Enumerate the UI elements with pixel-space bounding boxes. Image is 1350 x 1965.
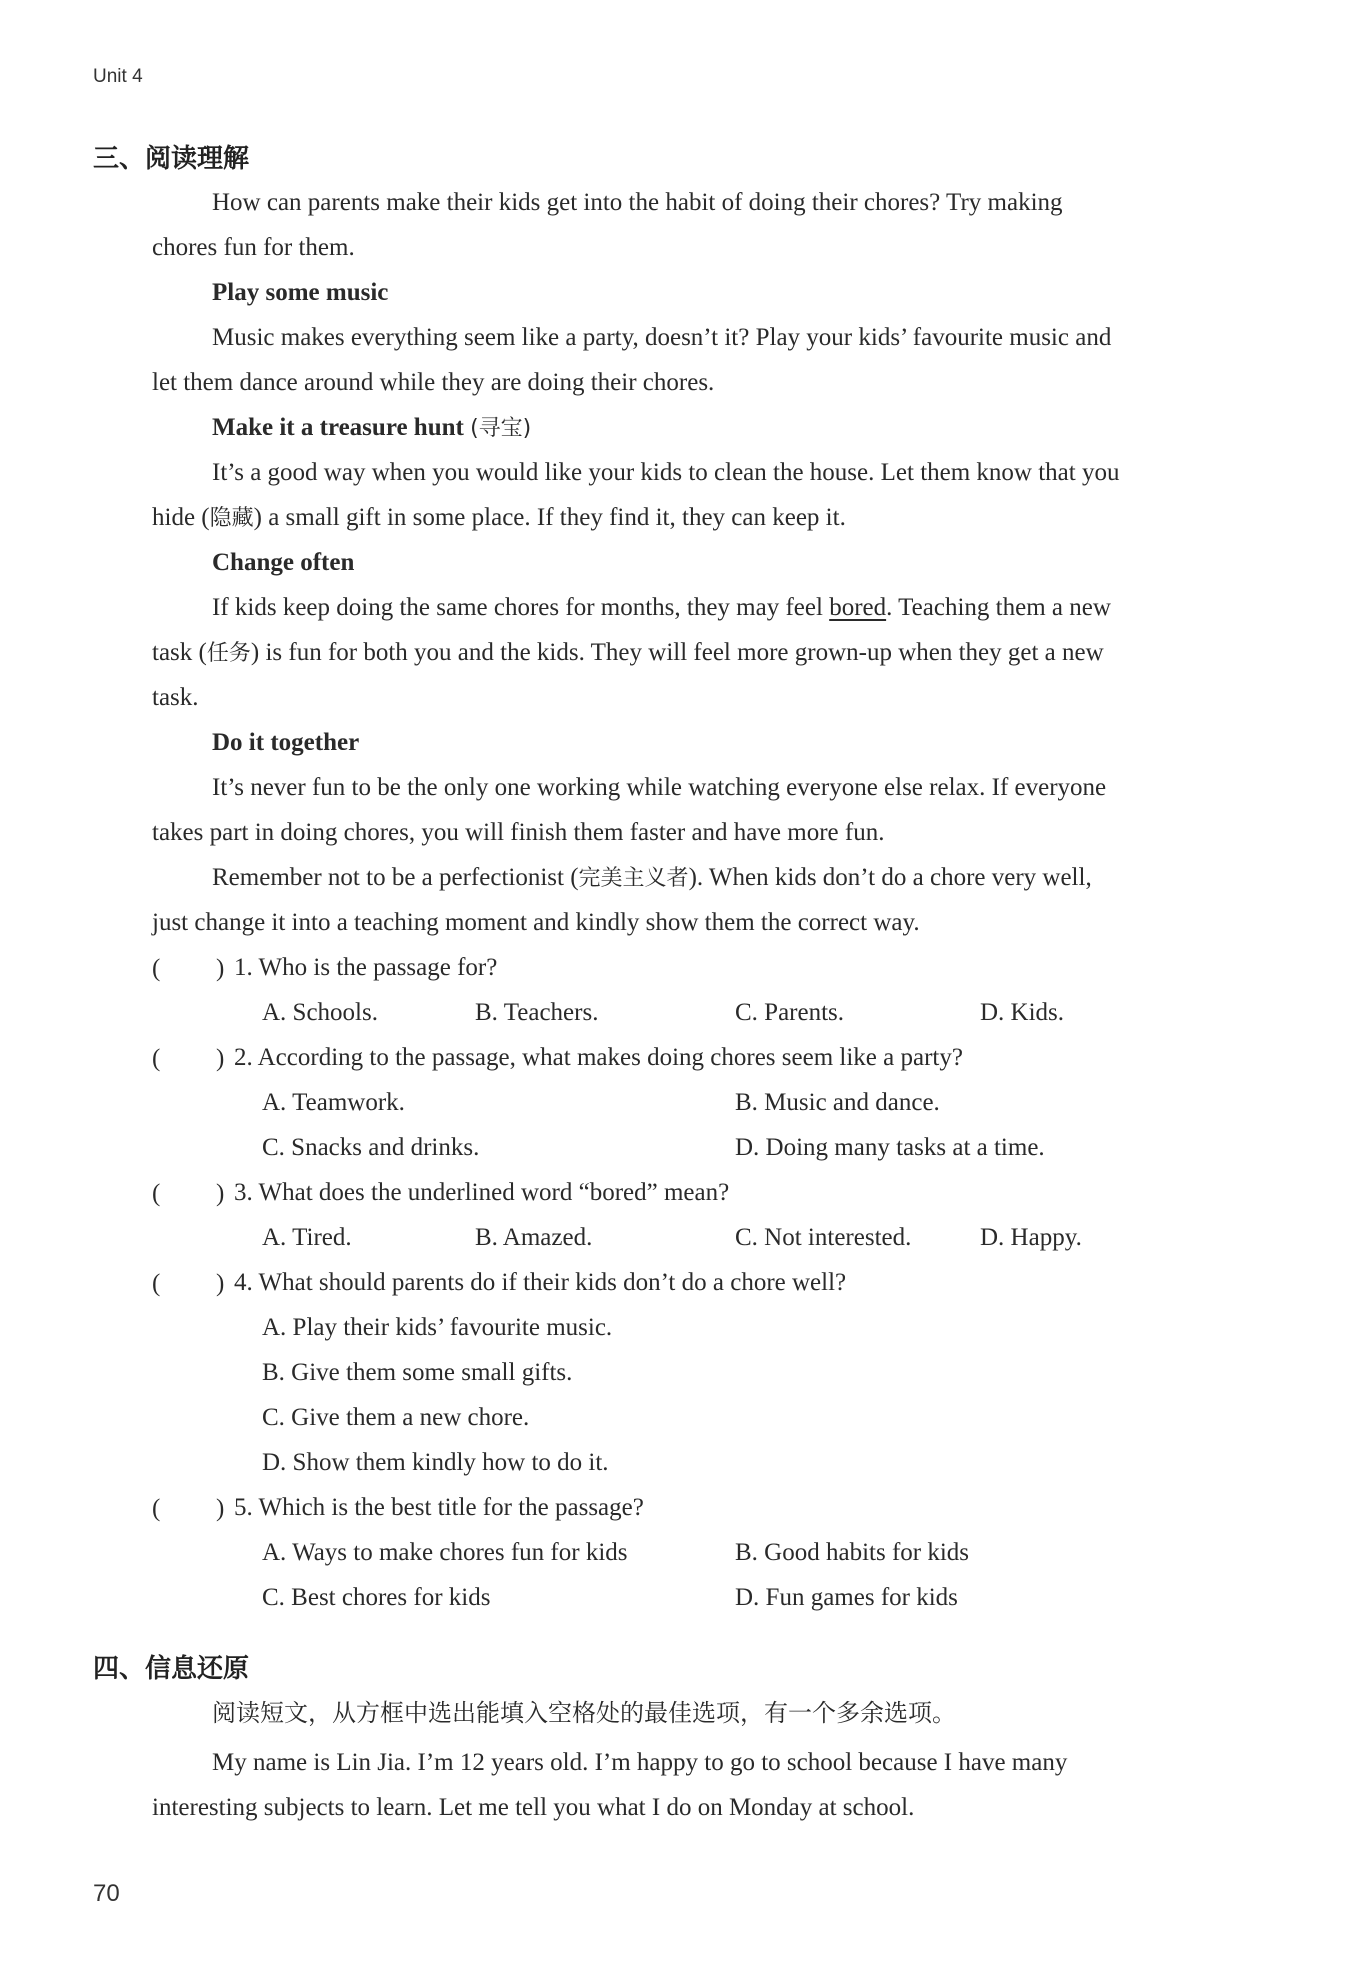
q3-option-c: C. Not interested. xyxy=(735,1224,912,1251)
q1-paren-close: ) xyxy=(216,955,225,982)
q3-option-d: D. Happy. xyxy=(980,1224,1082,1251)
q2-stem: 2. According to the passage, what makes doing chores seem like a party? xyxy=(234,1044,963,1071)
tip-3-line-1-post: . Teaching them a new xyxy=(886,594,1111,621)
q3-paren-close: ) xyxy=(216,1180,225,1207)
tip-3-line-2-pre: task ( xyxy=(152,639,207,666)
q2-paren-close: ) xyxy=(216,1045,225,1072)
q5-paren-open: ( xyxy=(152,1495,161,1522)
tip-4-heading: Do it together xyxy=(212,729,360,756)
tip-3-line-3: task. xyxy=(152,684,199,711)
tip-3-line-2-post: ) is fun for both you and the kids. They will feel more grown-up when they get a new xyxy=(250,639,1104,666)
tip-1-line-2: let them dance around while they are doing their chores. xyxy=(152,369,715,396)
q5-option-d: D. Fun games for kids xyxy=(735,1584,958,1611)
q4-paren-close: ) xyxy=(216,1270,225,1297)
q1-option-d: D. Kids. xyxy=(980,999,1065,1026)
tip-2-line-2-pre: hide ( xyxy=(152,504,210,531)
section-4-instruction: 阅读短文，从方框中选出能填入空格处的最佳选项，有一个多余选项。 xyxy=(212,1699,956,1727)
q1-stem: 1. Who is the passage for? xyxy=(234,954,498,981)
unit-label: Unit 4 xyxy=(93,66,143,87)
tip-4-line-2: takes part in doing chores, you will finish them faster and have more fun. xyxy=(152,819,885,846)
q1-option-a: A. Schools. xyxy=(262,999,378,1026)
section-3-title: 三、阅读理解 xyxy=(93,144,250,174)
tip-3-line-2 xyxy=(152,640,1104,665)
tip-2-line-2-post: ) a small gift in some place. If they find it, they can keep it. xyxy=(253,504,846,531)
intro-line-1: How can parents make their kids get into the habit of doing their chores? Try making xyxy=(212,189,1063,216)
q4-stem: 4. What should parents do if their kids don’t do a chore well? xyxy=(234,1269,847,1296)
q3-stem: 3. What does the underlined word “bored” mean? xyxy=(234,1179,730,1206)
tip-3-line-2-cn: 任务 xyxy=(206,641,251,666)
q2-option-c: C. Snacks and drinks. xyxy=(262,1134,480,1161)
q2-option-a: A. Teamwork. xyxy=(262,1089,405,1116)
q3-option-b: B. Amazed. xyxy=(475,1224,593,1251)
section-4-line-1: My name is Lin Jia. I’m 12 years old. I’m happy to go to school because I have many xyxy=(212,1749,1068,1776)
q4-option-b: B. Give them some small gifts. xyxy=(262,1359,573,1386)
tip-3-line-1-pre: If kids keep doing the same chores for months, they may feel xyxy=(212,594,830,621)
q5-paren-close: ) xyxy=(216,1495,225,1522)
section-4-line-2: interesting subjects to learn. Let me tell you what I do on Monday at school. xyxy=(152,1794,915,1821)
page-number: 70 xyxy=(93,1880,120,1907)
tip-2-heading-note: (寻宝) xyxy=(470,416,532,441)
section-4-title: 四、信息还原 xyxy=(93,1654,250,1684)
closing-line-1-post: ). When kids don’t do a chore very well, xyxy=(688,864,1092,891)
tip-2-heading: Make it a treasure hunt xyxy=(212,414,464,441)
tip-2-heading-line xyxy=(212,415,531,440)
q2-paren-open: ( xyxy=(152,1045,161,1072)
q3-option-a: A. Tired. xyxy=(262,1224,352,1251)
closing-line-1-cn: 完美主义者 xyxy=(578,866,689,891)
q5-stem: 5. Which is the best title for the passage? xyxy=(234,1494,644,1521)
closing-line-1 xyxy=(212,865,1092,890)
tip-4-line-1: It’s never fun to be the only one working while watching everyone else relax. If everyone xyxy=(212,774,1107,801)
tip-1-heading: Play some music xyxy=(212,279,389,306)
q1-option-b: B. Teachers. xyxy=(475,999,599,1026)
q5-option-a: A. Ways to make chores fun for kids xyxy=(262,1539,628,1566)
q1-option-c: C. Parents. xyxy=(735,999,845,1026)
q5-option-b: B. Good habits for kids xyxy=(735,1539,970,1566)
intro-line-2: chores fun for them. xyxy=(152,234,355,261)
q1-paren-open: ( xyxy=(152,955,161,982)
q3-paren-open: ( xyxy=(152,1180,161,1207)
tip-3-line-1 xyxy=(212,595,1111,620)
q4-paren-open: ( xyxy=(152,1270,161,1297)
closing-line-1-pre: Remember not to be a perfectionist ( xyxy=(212,864,579,891)
underlined-word-bored: bored xyxy=(829,594,887,621)
q2-option-d: D. Doing many tasks at a time. xyxy=(735,1134,1045,1161)
closing-line-2: just change it into a teaching moment and kindly show them the correct way. xyxy=(152,909,920,936)
tip-2-line-2 xyxy=(152,505,846,530)
q4-option-d: D. Show them kindly how to do it. xyxy=(262,1449,609,1476)
q5-option-c: C. Best chores for kids xyxy=(262,1584,491,1611)
tip-2-line-1: It’s a good way when you would like your kids to clean the house. Let them know that you xyxy=(212,459,1120,486)
q4-option-c: C. Give them a new chore. xyxy=(262,1404,530,1431)
q4-option-a: A. Play their kids’ favourite music. xyxy=(262,1314,613,1341)
q2-option-b: B. Music and dance. xyxy=(735,1089,940,1116)
tip-3-heading: Change often xyxy=(212,549,355,576)
tip-1-line-1: Music makes everything seem like a party, doesn’t it? Play your kids’ favourite music and xyxy=(212,324,1112,351)
tip-2-line-2-cn: 隐藏 xyxy=(209,506,254,531)
